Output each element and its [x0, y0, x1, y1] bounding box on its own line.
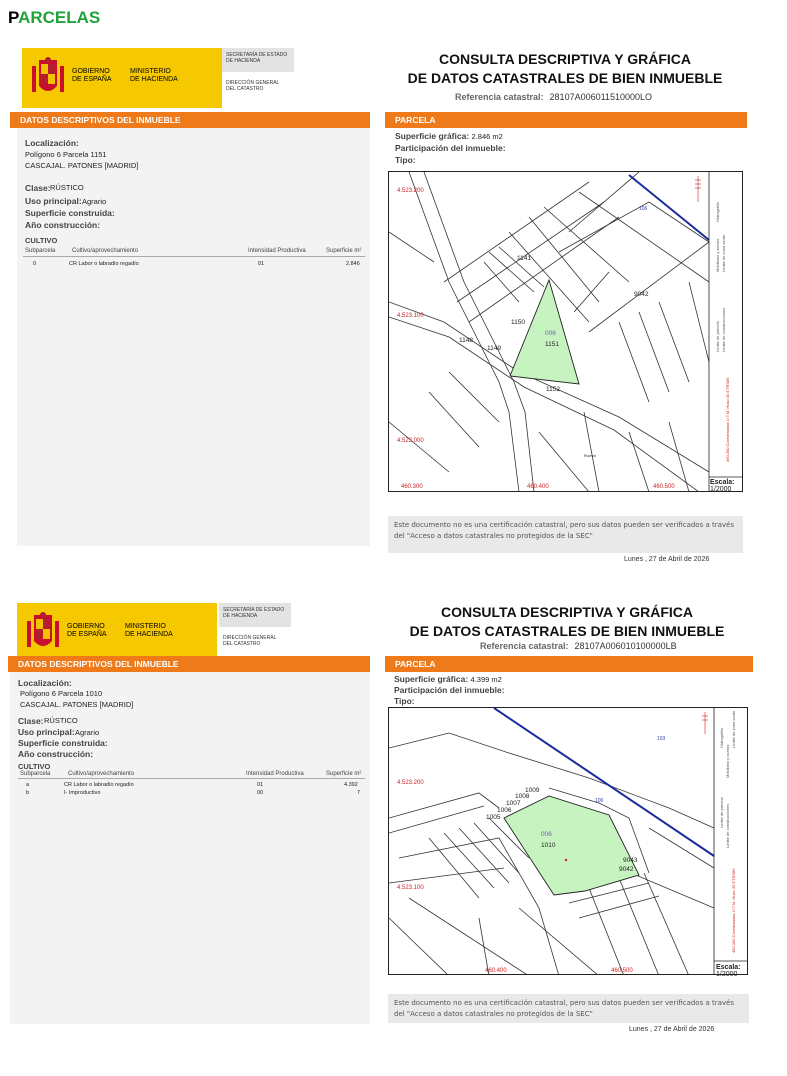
legend-hidrografia: Hidrografía — [715, 202, 720, 222]
table-divider — [23, 256, 365, 257]
cultivo-label: CULTIVO — [25, 236, 58, 245]
table-cell-intensidad: 00 — [257, 790, 264, 796]
map-label-poligono: 006 — [541, 831, 552, 838]
col-superficie: Superficie m² — [326, 771, 362, 777]
datos-descriptivos-header: DATOS DESCRIPTIVOS DEL INMUEBLE — [10, 112, 370, 128]
map-coord-y3: 4.523.000 — [397, 438, 424, 444]
map-coord-y1: 4.523.200 — [397, 188, 424, 194]
clase-value: RÚSTICO — [44, 716, 78, 725]
localizacion-label: Localización: — [25, 138, 79, 148]
participacion-label: Participación del inmueble: — [395, 143, 506, 153]
anio-construccion-label: Año construcción: — [18, 749, 94, 759]
disclaimer-notice: Este documento no es una certificación catastral, pero sus datos pueden ser verificados a través del "Acceso a datos catastrales no protegidos de la SEC" — [388, 994, 749, 1023]
referencia-catastral: Referencia catastral: 28107A006010100000LB — [480, 641, 677, 651]
legend-limite-parcela: Límite de parcela — [719, 797, 724, 828]
table-cell-intensidad: 01 — [257, 782, 264, 788]
col-intensidad: Intensidad Productiva — [248, 248, 306, 254]
localizacion-line2: CASCAJAL. PATONES [MADRID] — [20, 700, 134, 709]
document-title: CONSULTA DESCRIPTIVA Y GRÁFICA DE DATOS CATASTRALES DE BIEN INMUEBLE — [409, 604, 725, 639]
anio-construccion-label: Año construcción: — [25, 220, 101, 230]
superficie-grafica-label: Superficie gráfica: 4.399 m2 — [394, 674, 502, 684]
gobierno-logo — [22, 48, 222, 108]
map-label-1149: 1149 — [487, 345, 501, 352]
page-title: PARCELAS — [8, 8, 101, 27]
map-label-9043: 9043 — [623, 857, 638, 864]
legend-coordinates: 460.300 Coordenadas U.T.M. Huso 30 ETRS89 — [725, 377, 730, 462]
table-cell-sub: 0 — [33, 261, 37, 267]
parcela-header: PARCELA — [385, 656, 753, 672]
map-label-1005: 1005 — [486, 814, 501, 821]
map-coord-x2: 460.400 — [527, 484, 549, 490]
map-coord-x3: 460.500 — [653, 484, 675, 490]
table-cell-superficie: 7 — [357, 790, 361, 796]
superficie-construida-label: Superficie construida: — [25, 208, 115, 218]
cultivo-label: CULTIVO — [18, 762, 51, 771]
gobierno-logo — [17, 603, 217, 663]
clase-value: RÚSTICO — [50, 183, 84, 192]
localizacion-line1: Polígono 6 Parcela 1151 — [25, 150, 107, 159]
cadastral-map[interactable] — [388, 707, 748, 975]
secretaria-label: SECRETARÍA DE ESTADO DE HACIENDA — [222, 48, 294, 72]
catastro-sheet-2 — [0, 595, 787, 1076]
col-subparcela: Subparcela — [20, 771, 51, 777]
direccion-label: DIRECCIÓN GENERAL DEL CATASTRO — [223, 635, 277, 647]
legend-mobiliario: Mobiliario y aceras — [715, 238, 720, 272]
referencia-catastral: Referencia catastral: 28107A006011510000LO — [455, 92, 652, 102]
table-cell-intensidad: 01 — [258, 261, 265, 267]
map-label-9042: 9042 — [619, 866, 634, 873]
map-label-1008: 1008 — [515, 793, 530, 800]
direccion-label: DIRECCIÓN GENERAL DEL CATASTRO — [226, 80, 280, 92]
table-cell-cultivo: CR Labor o labradío regadío — [69, 261, 139, 267]
localizacion-label: Localización: — [18, 678, 72, 688]
legend-zona-verde: Límite de zona verde — [731, 710, 736, 748]
superficie-construida-label: Superficie construida: — [18, 738, 108, 748]
map-label-1150: 1150 — [511, 319, 525, 326]
tipo-label: Tipo: — [394, 696, 415, 706]
map-label-106: 106 — [639, 206, 648, 212]
map-coord-y2: 4.523.100 — [397, 885, 424, 891]
map-label-parcela: 1010 — [541, 842, 556, 849]
legend-limite-construcciones: Límite de construcciones — [725, 803, 730, 848]
catastro-sheet-1 — [0, 40, 787, 585]
map-label-106: 106 — [595, 798, 604, 804]
document-title: CONSULTA DESCRIPTIVA Y GRÁFICA DE DATOS CATASTRALES DE BIEN INMUEBLE — [407, 51, 723, 86]
legend-hidrografia: Hidrografía — [719, 728, 724, 748]
legend-zona-verde: Límite de zona verde — [721, 234, 726, 272]
table-divider — [18, 778, 365, 779]
clase-label: Clase: — [25, 183, 51, 193]
map-label-1152: 1152 — [546, 386, 560, 393]
map-label-1009: 1009 — [525, 787, 540, 794]
ministerio-label: MINISTERIO DE HACIENDA — [125, 623, 173, 638]
legend-mobiliario: Mobiliario y aceras — [725, 744, 730, 778]
map-label-1007: 1007 — [506, 800, 521, 807]
ministerio-label: MINISTERIO DE HACIENDA — [130, 68, 178, 83]
map-label-103: 103 — [657, 736, 666, 742]
uso-value: Agrario — [75, 728, 100, 737]
legend-coordinates: 460.300 Coordenadas U.T.M. Huso 30 ETRS89 — [731, 868, 736, 953]
gobierno-label: GOBIERNO DE ESPAÑA — [67, 623, 107, 638]
legend-limite-construcciones: Límite de construcciones — [721, 307, 726, 352]
table-cell-superficie: 4.392 — [344, 782, 358, 788]
localizacion-line1: Polígono 6 Parcela 1010 — [20, 689, 103, 698]
col-cultivo: Cultivo/aprovechamiento — [68, 771, 135, 777]
map-coord-y2: 4.523.100 — [397, 313, 424, 319]
coat-of-arms-icon — [30, 56, 66, 100]
dependency-labels — [222, 48, 302, 108]
map-label-poligono: 006 — [545, 330, 556, 337]
participacion-label: Participación del inmueble: — [394, 685, 505, 695]
localizacion-line2: CASCAJAL. PATONES [MADRID] — [25, 161, 139, 170]
legend-limite-parcela: Límite de parcela — [715, 321, 720, 352]
map-coord-x1: 460.400 — [485, 968, 507, 974]
map-scale: Escala: 1/2000 — [716, 964, 741, 978]
coat-of-arms-icon — [25, 611, 61, 655]
table-cell-cultivo: CR Labor o labradío regadío — [64, 782, 134, 788]
map-coord-x1: 460.300 — [401, 484, 423, 490]
table-cell-sub: a — [26, 782, 30, 788]
datos-descriptivos-header: DATOS DESCRIPTIVOS DEL INMUEBLE — [8, 656, 370, 672]
table-cell-sub: b — [26, 790, 30, 796]
uso-label: Uso principal: — [25, 196, 82, 206]
cadastral-map[interactable] — [388, 171, 743, 492]
clase-label: Clase: — [18, 716, 44, 726]
col-intensidad: Intensidad Productiva — [246, 771, 304, 777]
map-label-parcela: 1151 — [545, 341, 559, 348]
map-coord-y1: 4.523.200 — [397, 780, 424, 786]
parcela-header: PARCELA — [385, 112, 747, 128]
uso-label: Uso principal: — [18, 727, 75, 737]
disclaimer-notice: Este documento no es una certificación catastral, pero sus datos pueden ser verificados a través del "Acceso a datos catastrales no protegidos de la SEC" — [388, 516, 743, 553]
superficie-grafica-label: Superficie gráfica: 2.846 m2 — [395, 131, 503, 141]
col-superficie: Superficie m² — [326, 248, 362, 254]
tipo-label: Tipo: — [395, 155, 416, 165]
uso-value: Agrario — [82, 197, 107, 206]
document-date: Lunes , 27 de Abril de 2026 — [624, 556, 710, 563]
secretaria-label: SECRETARÍA DE ESTADO DE HACIENDA — [219, 603, 291, 627]
dependency-labels — [219, 603, 299, 663]
table-cell-superficie: 2.846 — [346, 261, 360, 267]
map-scale: Escala: 1/2000 — [710, 479, 735, 493]
gobierno-label: GOBIERNO DE ESPAÑA — [72, 68, 112, 83]
map-label-1006: 1006 — [497, 807, 512, 814]
map-label-1148: 1148 — [459, 337, 473, 344]
map-label-rumor: Rumor — [584, 453, 597, 458]
map-label-1141: 1141 — [517, 255, 531, 262]
document-date: Lunes , 27 de Abril de 2026 — [629, 1026, 715, 1033]
col-subparcela: Subparcela — [25, 248, 56, 254]
map-coord-x2: 460.500 — [611, 968, 633, 974]
table-cell-cultivo: I- Improductivo — [64, 790, 101, 796]
map-label-9042: 9042 — [634, 291, 649, 298]
col-cultivo: Cultivo/aprovechamiento — [72, 248, 139, 254]
